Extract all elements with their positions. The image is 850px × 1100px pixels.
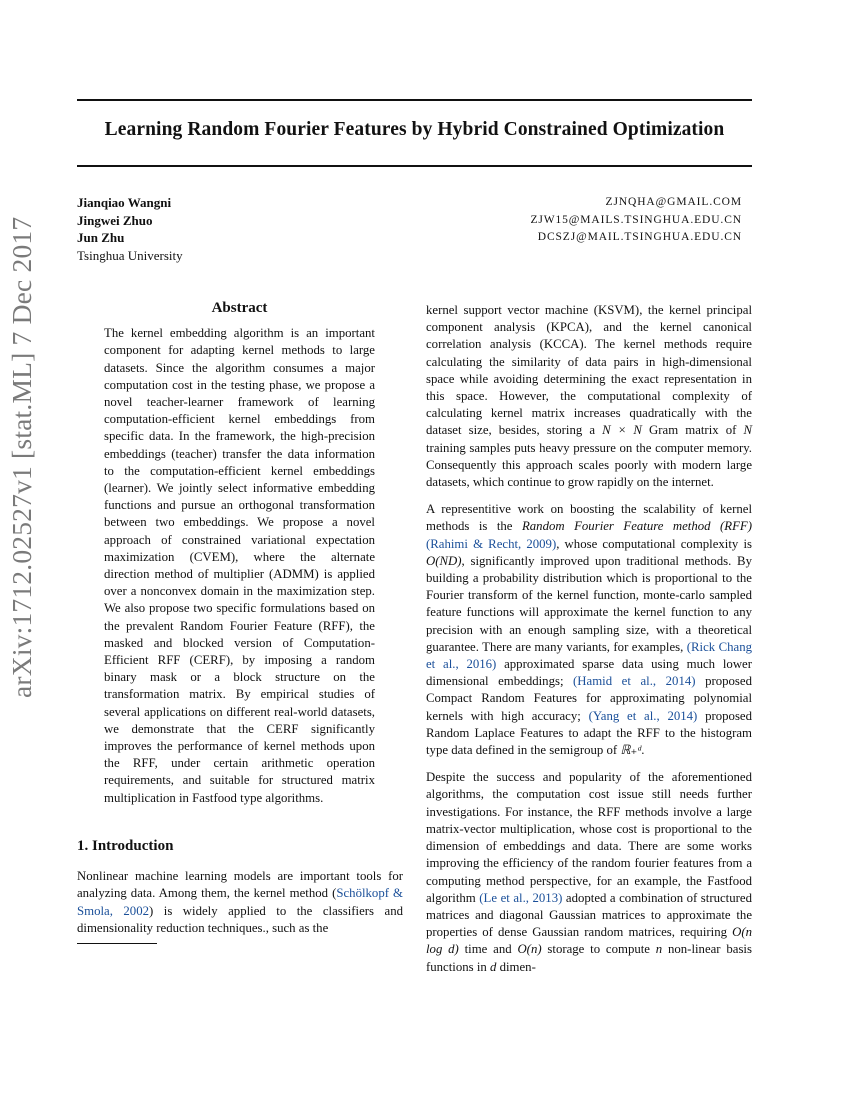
right-column: [426, 302, 752, 986]
math-expression: N × N: [602, 423, 642, 438]
citation-link[interactable]: Schölkopf & Smola, 2002: [77, 886, 403, 918]
citation-link[interactable]: (Yang et al., 2014): [588, 708, 698, 723]
citation-link[interactable]: (Rahimi & Recht, 2009): [426, 536, 557, 551]
abstract-heading: Abstract: [211, 300, 268, 316]
author-email: ZJNQHA@GMAIL.COM: [605, 196, 742, 208]
math-expression: O(n): [517, 942, 542, 957]
arxiv-identifier-stamp: arXiv:1712.02527v1 [stat.ML] 7 Dec 2017: [6, 216, 37, 698]
author-name: Jun Zhu: [77, 230, 125, 245]
citation-link[interactable]: (Rick Chang et al., 2016): [426, 639, 753, 672]
author-block: [77, 194, 407, 264]
body-paragraph: A representitive work on boosting the scalability of kernel methods is the Random Fourier Feature method (RFF) (Rahimi & Recht, 2009), whose computational complexity is O(ND), significantly improved upon traditional methods. By building a probability distribution which is proportional to the Fourier transform of the kernel function, monte-carlo sampled feature functions will approximate the kernel function to any precision with an enough sampling size, with a theoretical guarantee. There are many variants, for examples, (Rick Chang et al., 2016) approximated sparse data using much lower dimensional embeddings; (Hamid et al., 2014) proposed Compact Random Features for approximating polynomial kernels with high accuracy; (Yang et al., 2014) proposed Random Laplace Features to adapt the RFF to the histogram type data defined in the semigroup of ℝ₊ᵈ.: [426, 502, 753, 758]
math-expression: d: [489, 959, 497, 974]
math-expression: O(ND): [426, 553, 462, 568]
footnote-rule: [77, 943, 157, 944]
citation-link[interactable]: (Le et al., 2013): [479, 890, 563, 905]
body-paragraph: kernel support vector machine (KSVM), the kernel principal component analysis (KPCA), and the kernel canonical correlation analysis (KCCA). The kernel methods require calculating the similarity of data pairs in high-dimensional space while avoiding determining the exact representation in this space. However, the computational complexity of calculating kernel matrix increases quadratically with the dataset size, besides, storing a N × N Gram matrix of N training samples puts heavy pressure on the computer memory. Consequently this approach scales poorly with modern large datasets, which continue to grow rapidly on the internet.: [426, 303, 752, 490]
abstract-section: [104, 300, 375, 807]
title-bottom-rule: [77, 165, 752, 167]
abstract-text: The kernel embedding algorithm is an important component for adapting kernel methods to large datasets. Since the algorithm consumes a major computation cost in the testing phase, we propose a novel teacher-learner framework of learning computation-efficient kernel embeddings from specific data. In the framework, the high-precision embeddings (teacher) transfer the data information to the computation-efficient kernel embeddings (learner). We jointly select informative embedding functions and pursue an orthogonal transformation between two embeddings. We propose a novel approach of constrained variational expectation maximization (CVEM), where the alternate direction method of multiplier (ADMM) is applied over a nonconvex domain in the maximization step. We also propose two specific formulations based on the prevalent Random Fourier Feature (RFF), the masked and blocked version of Computation-Efficient RFF (CERF), by imposing a random binary mask or a block structure on the transformation matrix. By empirical studies of several applications on different real-world datasets, we demonstrate that the CERF significantly improves the performance of kernel methods upon the RFF, under certain arithmetic operation requirements, and suitable for structured matrix multiplication in Fastfood type algorithms.: [104, 326, 375, 805]
author-email: ZJW15@MAILS.TSINGHUA.EDU.CN: [530, 213, 742, 226]
citation-link[interactable]: (Hamid et al., 2014): [573, 674, 696, 689]
intro-paragraph: Nonlinear machine learning models are important tools for analyzing data. Among them, the kernel method (Schölkopf & Smola, 2002) is widely applied to the classifiers and dimensionality reduction techniques., such as the: [77, 869, 403, 935]
paper-title: Learning Random Fourier Features by Hybrid Constrained Optimization: [104, 119, 725, 140]
body-paragraph: Despite the success and popularity of the aforementioned algorithms, the computation cost issue still needs further investigations. For instance, the RFF methods involve a large matrix-vector multiplication, whose cost is proportional to the dimension of embeddings and data. There are some works improving the efficiency of the random fourier features from a computing method perspective, for an example, the Fastfood algorithm (Le et al., 2013) adopted a combination of structured matrices and diagonal Gaussian matrices to approximate the properties of dense Gaussian random matrices, requiring O(n log d) time and O(n) storage to compute n non-linear basis functions in d dimen-: [426, 770, 752, 974]
introduction-section: [77, 838, 403, 937]
math-expression: n: [655, 942, 663, 957]
emphasized-term: Random Fourier Feature method (RFF): [521, 519, 753, 534]
affiliation: Tsinghua University: [77, 247, 183, 263]
email-block: [412, 194, 742, 247]
title-top-rule: [77, 99, 752, 101]
author-name: Jianqiao Wangni: [77, 195, 172, 210]
author-name: Jingwei Zhuo: [77, 212, 153, 228]
section-heading: 1. Introduction: [77, 838, 174, 854]
author-email: DCSZJ@MAIL.TSINGHUA.EDU.CN: [537, 231, 742, 243]
math-expression: N: [743, 423, 752, 438]
math-expression: ℝ₊ᵈ: [620, 743, 642, 758]
math-expression: O(n log d): [426, 925, 752, 957]
